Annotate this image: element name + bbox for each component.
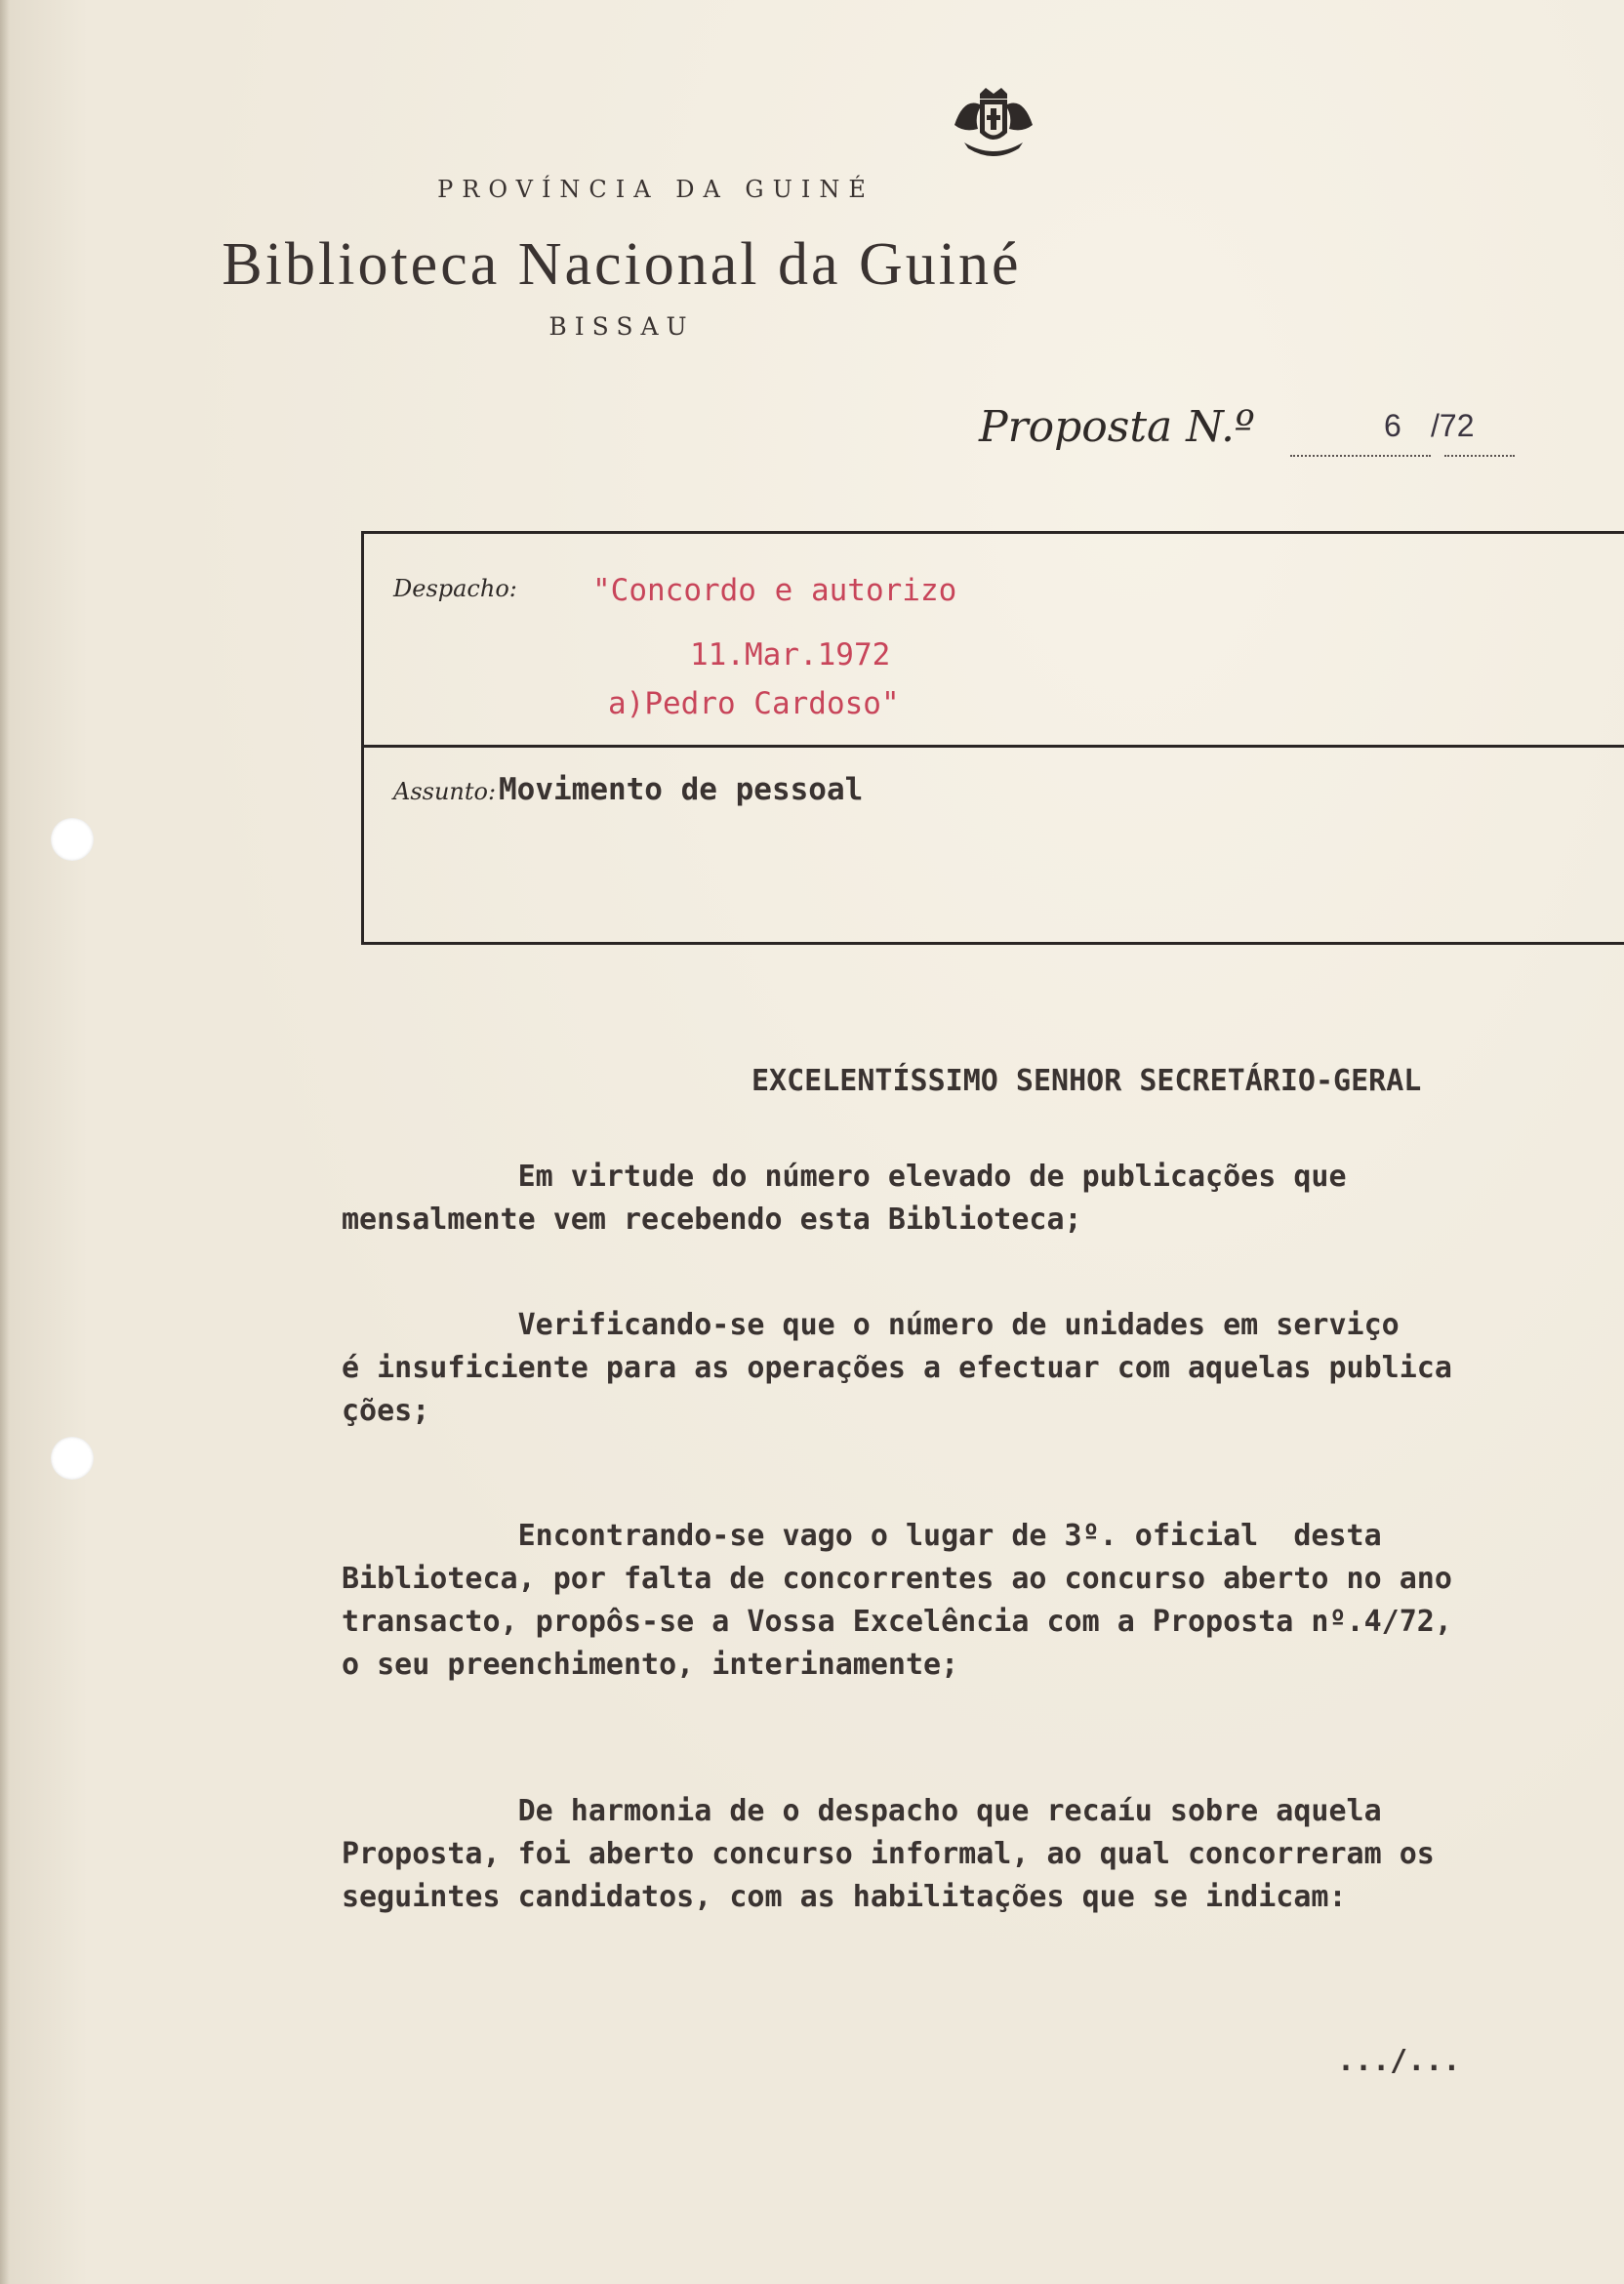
salutation: EXCELENTÍSSIMO SENHOR SECRETÁRIO-GERAL <box>751 1064 1422 1098</box>
despacho-assunto-box <box>361 531 1624 945</box>
province-heading: PROVÍNCIA DA GUINÉ <box>437 176 874 203</box>
punch-hole-top <box>51 818 94 861</box>
punch-hole-bottom <box>51 1437 94 1480</box>
despacho-line-1: "Concordo e autorizo <box>592 573 957 608</box>
despacho-signature: a)Pedro Cardoso" <box>608 686 900 721</box>
proposta-number-line <box>1290 455 1431 457</box>
city-heading: BISSAU <box>548 312 695 341</box>
institution-title: Biblioteca Nacional da Guiné <box>222 231 1022 298</box>
paragraph-4: De harmonia de o despacho que recaíu sobre aquela Proposta, foi aberto concurso informal, ao qual concorreram os seguintes candidatos, com as habilitações que se indicam: <box>342 1794 1435 1914</box>
paragraph-1: Em virtude do número elevado de publicações que mensalmente vem recebendo esta Biblioteca; <box>342 1160 1347 1237</box>
assunto-value: Movimento de pessoal <box>499 772 864 807</box>
box-divider <box>364 745 1624 748</box>
coat-of-arms-icon <box>945 86 1042 162</box>
paragraph-2: Verificando-se que o número de unidades em serviço é insuficiente para as operações a efectuar com aquelas publica ções; <box>342 1308 1452 1428</box>
proposta-number: 6 <box>1384 408 1401 443</box>
despacho-label: Despacho: <box>393 575 517 602</box>
paragraph-3: Encontrando-se vago o lugar de 3º. oficial desta Biblioteca, por falta de concorrentes ao concurso aberto no ano transacto, propôs-se a Vossa Excelência com a Proposta nº.4/72, o seu preenchimento, interinamente; <box>342 1519 1452 1682</box>
assunto-label: Assunto: <box>393 778 497 805</box>
continuation-mark: .../... <box>1337 2044 1461 2078</box>
proposta-year: /72 <box>1431 408 1475 443</box>
proposta-year-line <box>1444 455 1515 457</box>
paper-edge-shadow <box>0 0 10 2284</box>
despacho-date: 11.Mar.1972 <box>690 637 891 673</box>
proposta-label: Proposta N.º <box>979 402 1255 452</box>
